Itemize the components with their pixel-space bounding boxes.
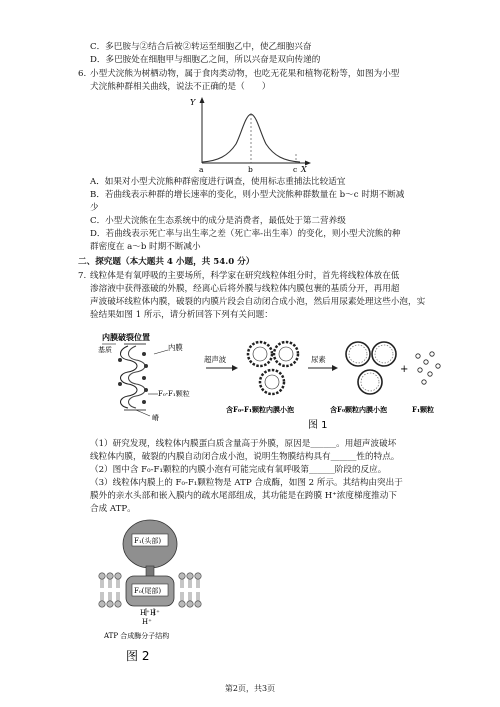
tick-b-label: b: [248, 165, 253, 174]
fig1-matrix-label: 基质: [98, 346, 112, 354]
question-6-option-a: A．如果对小型犬浣熊种群密度进行调查，使用标志重捕法比较适宜: [90, 177, 346, 187]
proton-label-2: H⁺: [150, 609, 160, 617]
q7-sub3-line-3: 合成 ATP。: [90, 504, 136, 514]
y-axis-arrow-icon: [200, 97, 205, 103]
question-7-para-3: 声波破坏线粒体内膜，破裂的内膜片段会自动闭合成小泡，然后用尿素处理这些小泡，实: [90, 297, 426, 307]
ultrasound-arrow-head-icon: [232, 365, 238, 371]
axis-x-label: X: [301, 165, 307, 174]
question-6-option-c: C．小型犬浣熊在生态系统中的成分是消费者，最低处于第二营养级: [90, 216, 346, 226]
fig1-crista-label: 嵴: [152, 414, 159, 422]
question-6-number: 6.: [78, 69, 87, 79]
proton-label-3: H⁺: [142, 618, 152, 626]
question-6-option-d-2: 群密度在 a～b 时期不断减小: [90, 242, 201, 252]
question-6-option-b-1: B．若曲线表示种群的增长速率的变化，则小型犬浣熊种群数量在 b～c 时期不断减: [90, 190, 405, 200]
question-7-para-1: 线粒体是有氧呼吸的主要场所，科学家在研究线粒体组分时，首先将线粒体放在低: [90, 271, 400, 281]
bell-curve-figure: [188, 94, 314, 174]
fig1-caption-1: 含F₀-F₁颗粒内膜小泡: [226, 405, 294, 414]
page-footer: 第2页，共3页: [224, 684, 276, 693]
bell-curve-svg: [188, 94, 314, 174]
figure-1: [96, 320, 446, 432]
figure-1-svg: [96, 320, 446, 432]
urea-arrow-head-icon: [332, 365, 338, 371]
question-7-number: 7.: [78, 271, 87, 281]
fig1-caption-3: F₁颗粒: [412, 405, 435, 414]
free-f1-particles: [416, 352, 440, 384]
vesicles-f0: [346, 342, 396, 394]
question-6-stem-2: 犬浣熊种群相关曲线，说法不正确的是（ ）: [90, 82, 271, 92]
option-c-prev: C．多巴胺与②结合后被②转运至细胞乙中，使乙细胞兴奋: [90, 42, 312, 52]
axis-y-label: Y: [190, 98, 196, 107]
ultrasound-label: 超声波: [204, 355, 227, 364]
figure-2-svg: [96, 516, 206, 666]
tick-c-label: c: [293, 165, 298, 174]
question-6-stem-1: 小型犬浣熊为树栖动物，属于食肉类动物，也吃无花果和植物花粉等，如图为小型: [90, 69, 400, 79]
f0f1-particles: [118, 352, 148, 404]
fig1-plus: +: [400, 364, 409, 375]
section-2-title: 二、探究题（本大题共 4 小题，共 54.0 分）: [78, 257, 255, 267]
fig2-caption: ATP 合成酶分子结构: [104, 632, 170, 640]
question-6-option-d-1: D．若曲线表示死亡率与出生率之差（死亡率-出生率）的变化，则小型犬浣熊的种: [90, 229, 401, 239]
q7-sub2: （2）图中含 F₀-F₁颗粒的内膜小泡有可能完成有氧呼吸第______阶段的反应。: [90, 465, 387, 475]
f1-head-label: F₁(头部): [134, 537, 162, 545]
figure-2: [96, 516, 206, 666]
fig1-caption-2: 含F₀颗粒内膜小泡: [330, 405, 388, 414]
q7-sub3-line-2: 膜外的亲水头部和嵌入膜内的疏水尾部组成，其功能是在跨膜 H⁺浓度梯度推动下: [90, 491, 397, 501]
fig1-label: 图 1: [308, 420, 328, 431]
q7-sub1-line-1: （1）研究发现，线粒体内膜蛋白质含量高于外膜，原因是______。用超声波破坏: [90, 439, 397, 449]
fig2-label: 图 2: [126, 649, 150, 663]
question-6-option-b-2: 少: [90, 203, 99, 213]
tick-a-label: a: [199, 165, 204, 174]
vesicles-f0f1: [248, 342, 298, 394]
q7-sub3-line-1: （3）线粒体内膜上的 F₀-F₁颗粒物是 ATP 合成酶，如图 2 所示。其结构由突出于: [90, 478, 403, 488]
fig1-title: 内膜破裂位置: [102, 332, 150, 342]
fig1-f0f1-label: F₀-F₁颗粒: [158, 390, 190, 398]
f0-tail-label: F₀(尾部): [134, 587, 162, 595]
proton-label-1: H⁺: [140, 609, 150, 617]
fig1-inner-membrane-label: 内膜: [168, 343, 183, 352]
q7-sub1-line-2: 线粒体内膜，破裂的内膜自动闭合成小泡，说明生物膜结构具有______性的特点。: [90, 452, 400, 462]
option-d-prev: D．多巴胺处在细胞甲与细胞乙之间，所以兴奋是双向传递的: [90, 55, 321, 65]
question-7-para-2: 渗溶液中获得涨破的外膜，经离心后将外膜与线粒体内膜包裹的基质分开，再用超: [90, 284, 400, 294]
question-7-para-4: 验结果如图 1 所示，请分析回答下列有关问题：: [90, 310, 273, 320]
urea-label: 尿素: [311, 355, 326, 364]
